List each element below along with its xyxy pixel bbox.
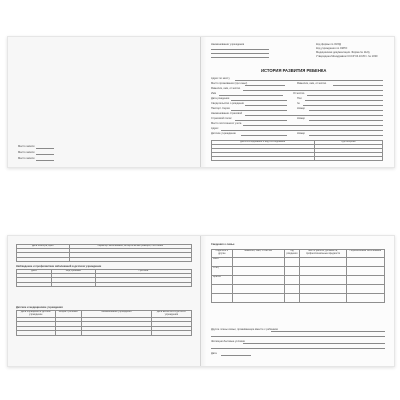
page-bottom-left: [8, 236, 201, 366]
family-row-label: Мать: [212, 258, 233, 267]
doc-code-3: Медицинская документация. Форма № 112/у: [316, 51, 370, 54]
illness-header-1: Характер заболевания, аллергические реакции, состояние: [69, 245, 192, 249]
field-line-10: [221, 130, 383, 131]
left-line-3: [36, 160, 54, 161]
left-label-2: Место записи: [18, 151, 35, 154]
table-cell: [346, 294, 384, 303]
field-label-2: Фамилия, имя, отчество: [211, 87, 241, 90]
left-label-3: Место записи: [18, 157, 35, 160]
family-row-label: Отец: [212, 267, 233, 276]
family-header-3: Место работы, должность, профессиональные вредности: [300, 250, 347, 258]
table-cell: [212, 156, 315, 160]
org-line-3: [211, 57, 269, 58]
left-label-1: Место записи: [18, 145, 35, 148]
table-cell: [314, 156, 382, 160]
illness-table: [16, 244, 192, 262]
field-line-3b: [307, 95, 383, 96]
doc-code-4: Утверждена Минздравом СССР 04.10.80 г. № 1030: [316, 55, 378, 58]
section-family: Сведения о семье: [211, 243, 235, 246]
vacc-header-2: Причина: [95, 270, 191, 274]
table-cell: [232, 276, 284, 285]
spread-bottom: [7, 235, 395, 367]
table-cell: [52, 282, 96, 287]
exam-table-header-1: Группа крови: [314, 141, 382, 145]
field-label-3: Имя: [211, 92, 217, 95]
gutter-shadow: [201, 37, 207, 167]
footer-line-1b: [211, 348, 385, 349]
table-cell: [232, 294, 284, 303]
table-cell: [232, 285, 284, 294]
page-top-left: [8, 37, 201, 167]
exam-table-header-0: Дата обследования и вид обследования: [212, 141, 315, 145]
table-cell: [17, 282, 52, 287]
field-line-3a: [219, 95, 283, 96]
field-line-7: [245, 115, 383, 116]
table-cell: [346, 285, 384, 294]
doc-code-2: Код учреждения по ОКПО: [316, 47, 348, 50]
field-line-6a: [231, 110, 287, 111]
table-cell: [69, 257, 192, 262]
footer-line-0b: [211, 336, 385, 337]
org-label: Наименование учреждения: [211, 43, 245, 46]
vacc-header-0: Дата: [17, 270, 52, 274]
field-line-4b: [305, 100, 383, 101]
org-line-2: [211, 53, 269, 54]
field-label-0: Адрес по месту: [211, 77, 230, 80]
field-line-0: [235, 80, 383, 81]
table-cell: [284, 258, 300, 267]
vaccination-table: [16, 269, 192, 287]
field-right-3: №: [297, 102, 300, 105]
family-header-1: Фамилия, Имя, Отчество: [232, 250, 284, 258]
table-cell: [346, 276, 384, 285]
vacc-header-1: Вид прививки: [52, 270, 96, 274]
table-cell: [17, 331, 56, 336]
spread-top: [7, 36, 395, 168]
field-right-6: Номер: [297, 132, 305, 135]
table-cell: [151, 331, 191, 336]
table-cell: [212, 294, 233, 303]
footer-line-1: [243, 343, 385, 344]
table-cell: [346, 258, 384, 267]
field-label-7: Наименование страховой: [211, 112, 243, 115]
table-cell: [284, 285, 300, 294]
inst-header-3: Дата выбытия из детского учреждения: [151, 311, 191, 318]
section-institutions: Детские и медицинские учреждения: [16, 306, 63, 309]
family-table: [211, 249, 385, 303]
field-line-1b: [333, 85, 383, 86]
field-label-6: Паспорт. Серия: [211, 107, 230, 110]
field-label-8: Страховой полис: [211, 117, 232, 120]
footer-label-0: Другие члены семьи, проживающие вместе с ребенком: [211, 328, 278, 331]
field-line-5a: [245, 105, 287, 106]
field-label-4: Дата рождения: [211, 97, 230, 100]
field-line-11a: [241, 135, 287, 136]
table-cell: [300, 294, 347, 303]
page-top-right: [201, 37, 394, 167]
table-cell: [55, 331, 81, 336]
footer-label-2: Дата: [211, 352, 217, 355]
table-cell: [284, 276, 300, 285]
field-right-4: Номер: [297, 107, 305, 110]
exam-table: [211, 140, 383, 161]
field-right-5: Номер: [297, 117, 305, 120]
field-label-5: Свидетельство о рождении: [211, 102, 244, 105]
table-cell: [300, 276, 347, 285]
field-line-6b: [309, 110, 383, 111]
field-label-1: Место проживания (при иных): [211, 82, 248, 85]
gutter-shadow: [201, 236, 207, 366]
table-cell: [232, 258, 284, 267]
field-label-10: Адрес: [211, 127, 219, 130]
field-line-8b: [309, 120, 383, 121]
inst-header-1: Возраст ребенка: [55, 311, 81, 318]
field-line-8a: [235, 120, 287, 121]
table-cell: [232, 267, 284, 276]
table-cell: [346, 267, 384, 276]
field-line-4a: [231, 100, 287, 101]
page-bottom-right: [201, 236, 394, 366]
footer-label-1: Жилищно-бытовые условия: [211, 340, 245, 343]
field-line-11b: [309, 135, 383, 136]
left-line-2: [36, 154, 54, 155]
section-observation: Наблюдение и профилактика заболеваний в детском учреждении: [16, 265, 102, 268]
field-right-0: Фамилия, имя, отчество: [297, 82, 327, 85]
table-cell: [95, 282, 191, 287]
field-line-9: [243, 125, 383, 126]
field-right-1: Отчество: [293, 92, 305, 95]
illness-header-0: Дата осмотра, врач: [17, 245, 70, 249]
family-header-0: Родители и другие: [212, 250, 233, 258]
table-cell: [300, 267, 347, 276]
doc-code-1: Код формы по ОКУД: [316, 43, 341, 46]
family-row-label: Братья: [212, 276, 233, 285]
institution-table: [16, 310, 192, 336]
table-cell: [300, 258, 347, 267]
field-label-9: Место постоянного учета: [211, 122, 242, 125]
table-cell: [212, 285, 233, 294]
table-cell: [81, 331, 151, 336]
field-line-1a: [245, 85, 285, 86]
table-cell: [300, 285, 347, 294]
table-cell: [284, 294, 300, 303]
inst-header-2: Наименование учреждения: [81, 311, 151, 318]
family-header-2: Год рождения: [284, 250, 300, 258]
table-cell: [17, 257, 70, 262]
footer-line-0: [271, 331, 385, 332]
field-right-2: Пол: [297, 97, 302, 100]
document-title: ИСТОРИЯ РАЗВИТИЯ РЕБЕНКА: [261, 68, 327, 73]
field-line-5b: [303, 105, 383, 106]
field-label-11: Детское учреждение: [211, 132, 236, 135]
left-line-1: [36, 148, 54, 149]
field-line-2: [243, 90, 383, 91]
family-header-4: Перенесенные заболевания: [346, 250, 384, 258]
table-cell: [284, 267, 300, 276]
org-line-1: [211, 49, 269, 50]
inst-header-0: Дата обращения в детское учреждение: [17, 311, 56, 318]
footer-line-2: [221, 355, 251, 356]
